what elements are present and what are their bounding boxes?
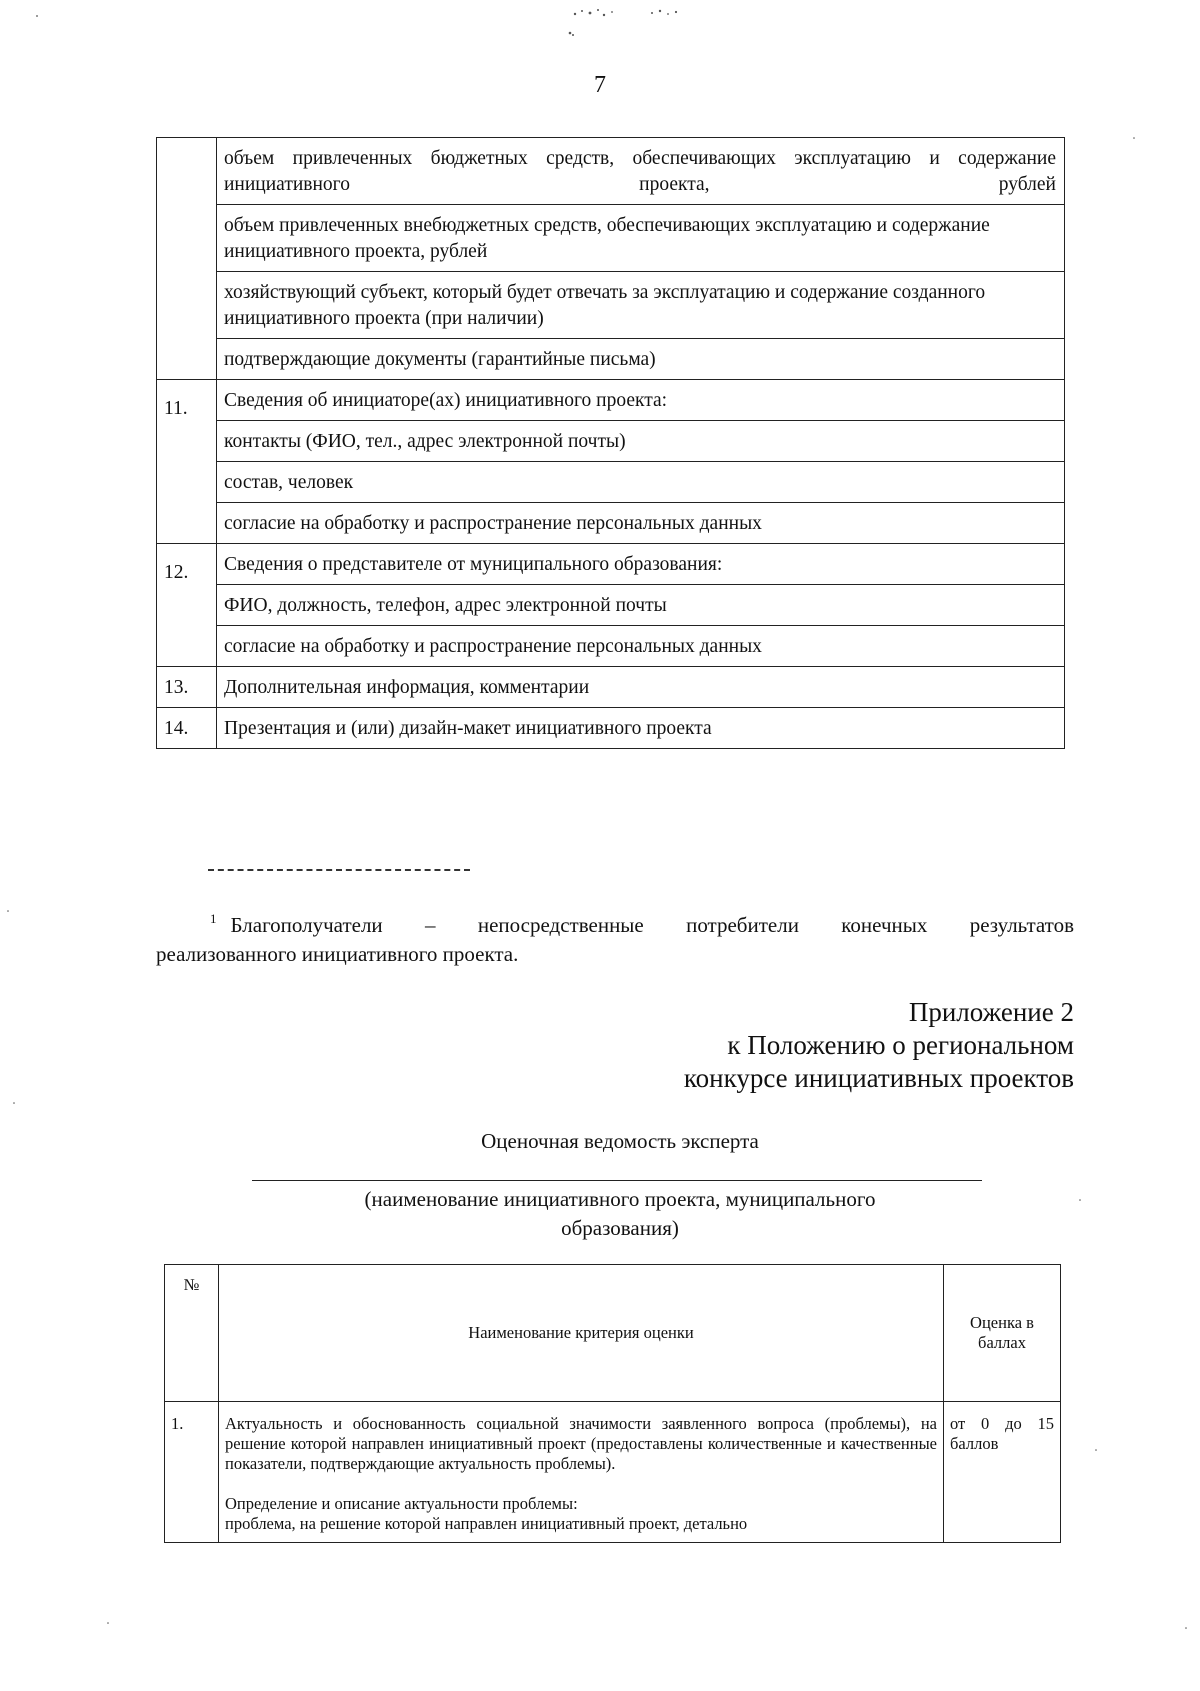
table-header-row [165, 1265, 1061, 1402]
footnote-mark: 1 [210, 911, 217, 926]
header-num: № [165, 1265, 219, 1402]
footnote-first-line [156, 904, 1074, 940]
row-text-cell: хозяйствующий субъект, который будет отвечать за эксплуатацию и содержание созданного инициативного проекта (при наличии) [217, 272, 1065, 339]
criterion-text: Актуальность и обоснованность социальной значимости заявленного вопроса (проблемы), на решение которой направлен инициативный проект (предоставлены количественные и качественные показатели, подтверждающие актуальность проблемы). [225, 1414, 937, 1473]
project-info-table [156, 137, 1065, 749]
row-text-cell: Презентация и (или) дизайн-макет инициативного проекта [217, 708, 1065, 749]
table-row [165, 1402, 1061, 1543]
table-row [157, 667, 1065, 708]
criterion-subtext: проблема, на решение которой направлен инициативный проект, детально [225, 1514, 748, 1533]
row-text: объем привлеченных бюджетных средств, обеспечивающих эксплуатацию и содержание инициативного проекта, рублей [224, 148, 1056, 195]
sheet-title: Оценочная ведомость эксперта [481, 1129, 759, 1153]
row-text-cell: контакты (ФИО, тел., адрес электронной почты) [217, 421, 1065, 462]
criterion-cell [219, 1402, 944, 1543]
appendix-line: Приложение 2 [908, 997, 1074, 1027]
row-text-cell: ФИО, должность, телефон, адрес электронной почты [217, 585, 1065, 626]
table-row [157, 544, 1065, 585]
evaluation-table [164, 1264, 1061, 1543]
caption-line: (наименование инициативного проекта, муниципального [364, 1187, 876, 1211]
score-cell: от 0 до 15 баллов [944, 1402, 1061, 1543]
row-number-cell: 13. [157, 667, 217, 708]
caption-line: образования) [561, 1216, 679, 1240]
header-score: Оценка в баллах [944, 1265, 1061, 1402]
footnote-second-line: реализованного инициативного проекта. [156, 942, 519, 966]
table-row [157, 585, 1065, 626]
header-criterion: Наименование критерия оценки [219, 1265, 944, 1402]
table-row [157, 503, 1065, 544]
row-text-cell: Сведения об инициаторе(ах) инициативного проекта: [217, 380, 1065, 421]
appendix-line: конкурсе инициативных проектов [683, 1063, 1074, 1093]
page-number: 7 [594, 72, 606, 98]
row-number-cell: 12. [157, 544, 217, 667]
row-text-cell: подтверждающие документы (гарантийные письма) [217, 339, 1065, 380]
row-text-cell [217, 138, 1065, 205]
row-text-cell: согласие на обработку и распространение персональных данных [217, 626, 1065, 667]
table-row [157, 138, 1065, 205]
table-row [157, 205, 1065, 272]
table-row [157, 708, 1065, 749]
footnote-text: Благополучатели – непосредственные потребители конечных результатов [230, 913, 1074, 937]
row-text-cell: Дополнительная информация, комментарии [217, 667, 1065, 708]
table-row [157, 272, 1065, 339]
row-text-cell: согласие на обработку и распространение персональных данных [217, 503, 1065, 544]
table-row [157, 421, 1065, 462]
appendix-heading [684, 996, 1074, 1095]
row-text-cell: объем привлеченных внебюджетных средств, обеспечивающих эксплуатацию и содержание инициативного проекта, рублей [217, 205, 1065, 272]
table-row [157, 462, 1065, 503]
criterion-subheading: Определение и описание актуальности проблемы: [225, 1494, 578, 1513]
row-number-cell: 14. [157, 708, 217, 749]
footnote [156, 904, 1074, 969]
spacer [225, 1474, 937, 1494]
row-number-cell [157, 138, 217, 380]
blank-name-line [252, 1180, 982, 1181]
name-caption [270, 1185, 970, 1243]
appendix-line: к Положению о региональном [727, 1030, 1074, 1060]
table-row [157, 339, 1065, 380]
row-text-cell: состав, человек [217, 462, 1065, 503]
footnote-divider [208, 869, 470, 871]
row-number-cell: 1. [165, 1402, 219, 1543]
table-row [157, 380, 1065, 421]
row-number-cell: 11. [157, 380, 217, 544]
row-text-cell: Сведения о представителе от муниципального образования: [217, 544, 1065, 585]
table-row [157, 626, 1065, 667]
